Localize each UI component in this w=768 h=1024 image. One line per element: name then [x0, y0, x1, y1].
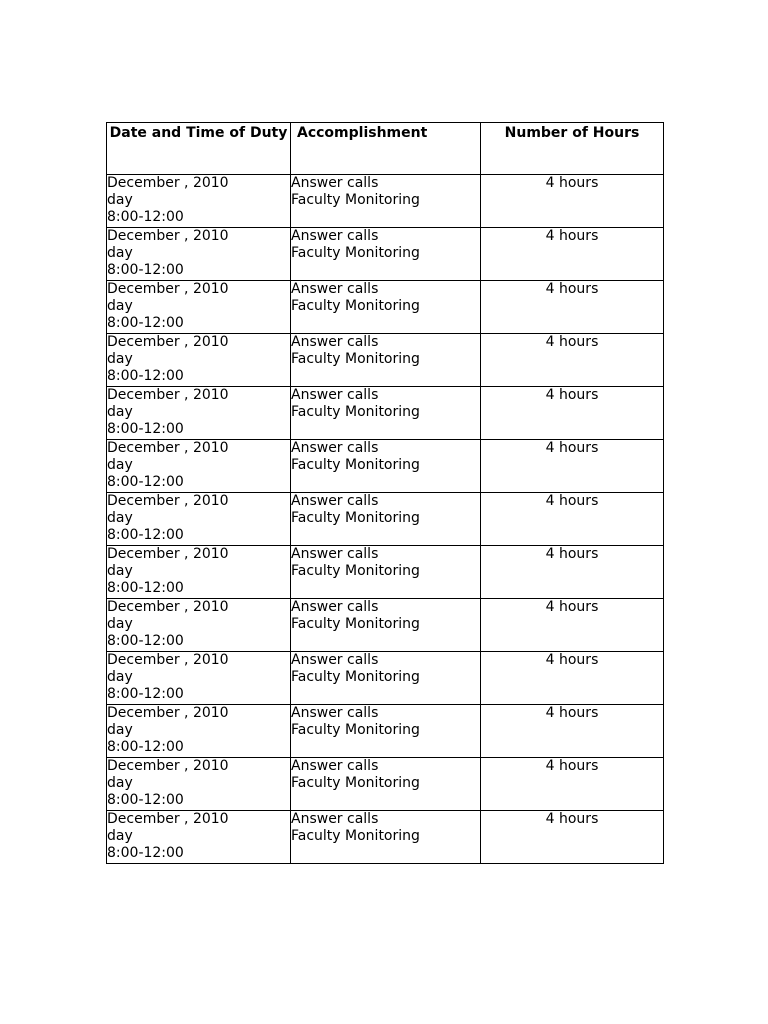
accomplishment-item: Faculty Monitoring [291, 722, 420, 738]
date-time-cell [107, 387, 291, 440]
accomplishment-cell [291, 493, 481, 546]
accomplishment-item: Faculty Monitoring [291, 404, 420, 420]
duty-date: December , 2010 [107, 811, 229, 827]
duty-day: day [107, 404, 133, 420]
header-accomplishment: Accomplishment [291, 123, 481, 175]
accomplishment-item: Faculty Monitoring [291, 298, 420, 314]
duty-day: day [107, 192, 133, 208]
table-body [107, 175, 664, 864]
table-row [107, 705, 664, 758]
accomplishment-item: Faculty Monitoring [291, 245, 420, 261]
hours-value: 4 hours [545, 758, 599, 774]
hours-value: 4 hours [545, 387, 599, 403]
table-row [107, 440, 664, 493]
accomplishment-cell [291, 175, 481, 228]
accomplishment-item: Faculty Monitoring [291, 457, 420, 473]
date-time-cell [107, 705, 291, 758]
table-header [107, 123, 664, 175]
duty-time: 8:00-12:00 [107, 580, 184, 596]
hours-value: 4 hours [545, 599, 599, 615]
hours-cell [481, 175, 664, 228]
table-row [107, 334, 664, 387]
duty-date: December , 2010 [107, 440, 229, 456]
date-time-cell [107, 228, 291, 281]
date-time-cell [107, 281, 291, 334]
duty-time: 8:00-12:00 [107, 739, 184, 755]
duty-time: 8:00-12:00 [107, 262, 184, 278]
hours-value: 4 hours [545, 228, 599, 244]
duty-date: December , 2010 [107, 228, 229, 244]
accomplishment-item: Answer calls [291, 387, 379, 403]
duty-day: day [107, 245, 133, 261]
duty-date: December , 2010 [107, 281, 229, 297]
accomplishment-item: Answer calls [291, 758, 379, 774]
hours-value: 4 hours [545, 281, 599, 297]
accomplishment-item: Faculty Monitoring [291, 616, 420, 632]
table-row [107, 175, 664, 228]
duty-log-table [106, 122, 664, 864]
duty-day: day [107, 298, 133, 314]
accomplishment-item: Answer calls [291, 228, 379, 244]
date-time-cell [107, 652, 291, 705]
accomplishment-item: Faculty Monitoring [291, 510, 420, 526]
duty-date: December , 2010 [107, 599, 229, 615]
table-row [107, 387, 664, 440]
hours-value: 4 hours [545, 175, 599, 191]
accomplishment-item: Answer calls [291, 546, 379, 562]
accomplishment-item: Answer calls [291, 599, 379, 615]
accomplishment-cell [291, 387, 481, 440]
accomplishment-cell [291, 281, 481, 334]
hours-cell [481, 546, 664, 599]
duty-day: day [107, 828, 133, 844]
header-date-time: Date and Time of Duty [107, 123, 291, 175]
duty-date: December , 2010 [107, 546, 229, 562]
table-row [107, 599, 664, 652]
accomplishment-item: Faculty Monitoring [291, 563, 420, 579]
duty-day: day [107, 457, 133, 473]
accomplishment-cell [291, 228, 481, 281]
duty-date: December , 2010 [107, 705, 229, 721]
accomplishment-cell [291, 546, 481, 599]
accomplishment-item: Faculty Monitoring [291, 828, 420, 844]
header-number-of-hours: Number of Hours [481, 123, 664, 175]
hours-value: 4 hours [545, 811, 599, 827]
duty-time: 8:00-12:00 [107, 527, 184, 543]
date-time-cell [107, 758, 291, 811]
date-time-cell [107, 546, 291, 599]
accomplishment-item: Answer calls [291, 281, 379, 297]
duty-time: 8:00-12:00 [107, 421, 184, 437]
hours-value: 4 hours [545, 652, 599, 668]
hours-value: 4 hours [545, 705, 599, 721]
hours-cell [481, 334, 664, 387]
duty-day: day [107, 510, 133, 526]
hours-cell [481, 811, 664, 864]
header-row [107, 123, 664, 175]
duty-time: 8:00-12:00 [107, 209, 184, 225]
hours-cell [481, 387, 664, 440]
table-row [107, 493, 664, 546]
accomplishment-item: Faculty Monitoring [291, 775, 420, 791]
accomplishment-item: Answer calls [291, 334, 379, 350]
hours-cell [481, 652, 664, 705]
hours-cell [481, 758, 664, 811]
accomplishment-cell [291, 440, 481, 493]
duty-time: 8:00-12:00 [107, 633, 184, 649]
duty-time: 8:00-12:00 [107, 792, 184, 808]
hours-cell [481, 493, 664, 546]
duty-date: December , 2010 [107, 175, 229, 191]
accomplishment-item: Faculty Monitoring [291, 351, 420, 367]
table-row [107, 228, 664, 281]
hours-cell [481, 281, 664, 334]
accomplishment-cell [291, 599, 481, 652]
duty-time: 8:00-12:00 [107, 686, 184, 702]
hours-value: 4 hours [545, 546, 599, 562]
duty-day: day [107, 775, 133, 791]
duty-day: day [107, 351, 133, 367]
date-time-cell [107, 493, 291, 546]
accomplishment-item: Answer calls [291, 440, 379, 456]
accomplishment-cell [291, 334, 481, 387]
date-time-cell [107, 440, 291, 493]
duty-date: December , 2010 [107, 387, 229, 403]
accomplishment-item: Faculty Monitoring [291, 192, 420, 208]
date-time-cell [107, 599, 291, 652]
duty-date: December , 2010 [107, 334, 229, 350]
accomplishment-cell [291, 652, 481, 705]
hours-cell [481, 599, 664, 652]
duty-time: 8:00-12:00 [107, 474, 184, 490]
duty-day: day [107, 722, 133, 738]
accomplishment-cell [291, 705, 481, 758]
date-time-cell [107, 334, 291, 387]
hours-value: 4 hours [545, 440, 599, 456]
date-time-cell [107, 175, 291, 228]
duty-date: December , 2010 [107, 493, 229, 509]
hours-cell [481, 705, 664, 758]
duty-time: 8:00-12:00 [107, 368, 184, 384]
accomplishment-cell [291, 811, 481, 864]
date-time-cell [107, 811, 291, 864]
accomplishment-item: Answer calls [291, 493, 379, 509]
duty-day: day [107, 563, 133, 579]
accomplishment-cell [291, 758, 481, 811]
duty-day: day [107, 616, 133, 632]
table-row [107, 281, 664, 334]
table-row [107, 546, 664, 599]
hours-value: 4 hours [545, 334, 599, 350]
duty-date: December , 2010 [107, 758, 229, 774]
duty-time: 8:00-12:00 [107, 845, 184, 861]
duty-time: 8:00-12:00 [107, 315, 184, 331]
hours-cell [481, 440, 664, 493]
table-row [107, 811, 664, 864]
accomplishment-item: Answer calls [291, 705, 379, 721]
accomplishment-item: Answer calls [291, 652, 379, 668]
hours-value: 4 hours [545, 493, 599, 509]
hours-cell [481, 228, 664, 281]
accomplishment-item: Answer calls [291, 811, 379, 827]
table-row [107, 652, 664, 705]
duty-day: day [107, 669, 133, 685]
duty-date: December , 2010 [107, 652, 229, 668]
accomplishment-item: Faculty Monitoring [291, 669, 420, 685]
accomplishment-item: Answer calls [291, 175, 379, 191]
table-row [107, 758, 664, 811]
